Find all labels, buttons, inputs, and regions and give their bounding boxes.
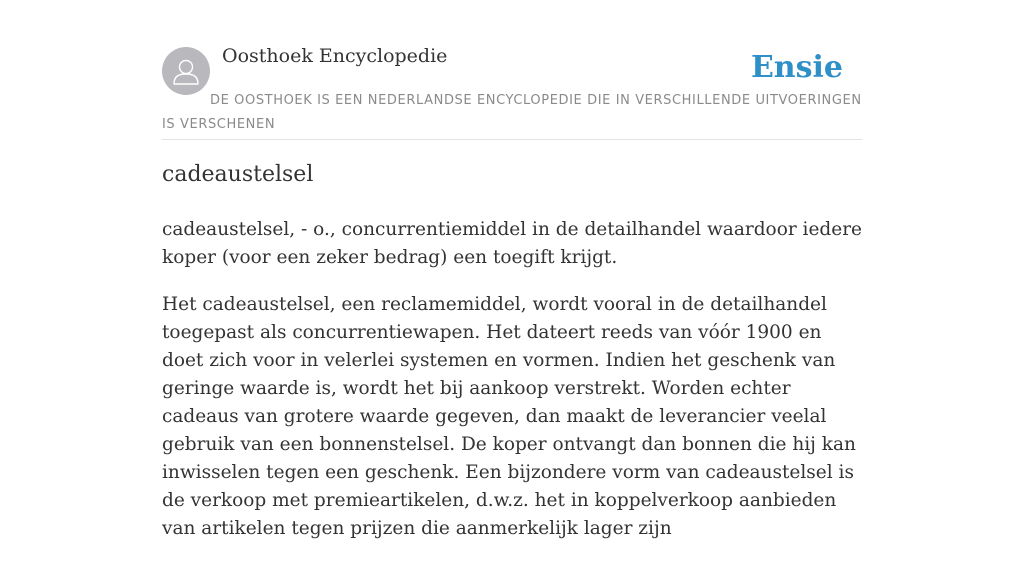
article-title: cadeaustelsel (162, 162, 314, 187)
site-description: DE OOSTHOEK IS EEN NEDERLANDSE ENCYCLOPEDIE DIE IN VERSCHILLENDE UITVOERINGEN IS VERSCHENEN (162, 93, 862, 132)
site-title[interactable]: Oosthoek Encyclopedie (222, 45, 448, 67)
article-paragraph: cadeaustelsel, - o., concurrentiemiddel in de detailhandel waardoor iedere koper (voor een zeker bedrag) een toegift krijgt. (162, 219, 863, 268)
site-header (162, 0, 862, 140)
article-body (162, 216, 862, 562)
brand-logo-link[interactable]: Ensie (750, 50, 843, 85)
article-paragraph: Het cadeaustelsel, een reclamemiddel, wordt vooral in de detailhandel toegepast als concurrentiewapen. Het dateert reeds van vóór 1900 en doet zich voor in velerlei systemen en vormen. Indien het geschenk van geringe waarde is, wordt het bij aankoop verstrekt. Worden echter cadeaus van grotere waarde gegeven, dan maakt de leverancier veelal gebruik van een bonnenstelsel. De koper ontvangt dan bonnen die hij kan inwisselen tegen een geschenk. Een bijzondere vorm van cadeaustelsel is de verkoop met premieartikelen, d.w.z. het in koppelverkoop aanbieden van artikelen tegen prijzen die aanmerkelijk lager zijn (162, 294, 856, 539)
user-avatar-icon[interactable] (162, 47, 210, 95)
content-container (162, 0, 863, 539)
